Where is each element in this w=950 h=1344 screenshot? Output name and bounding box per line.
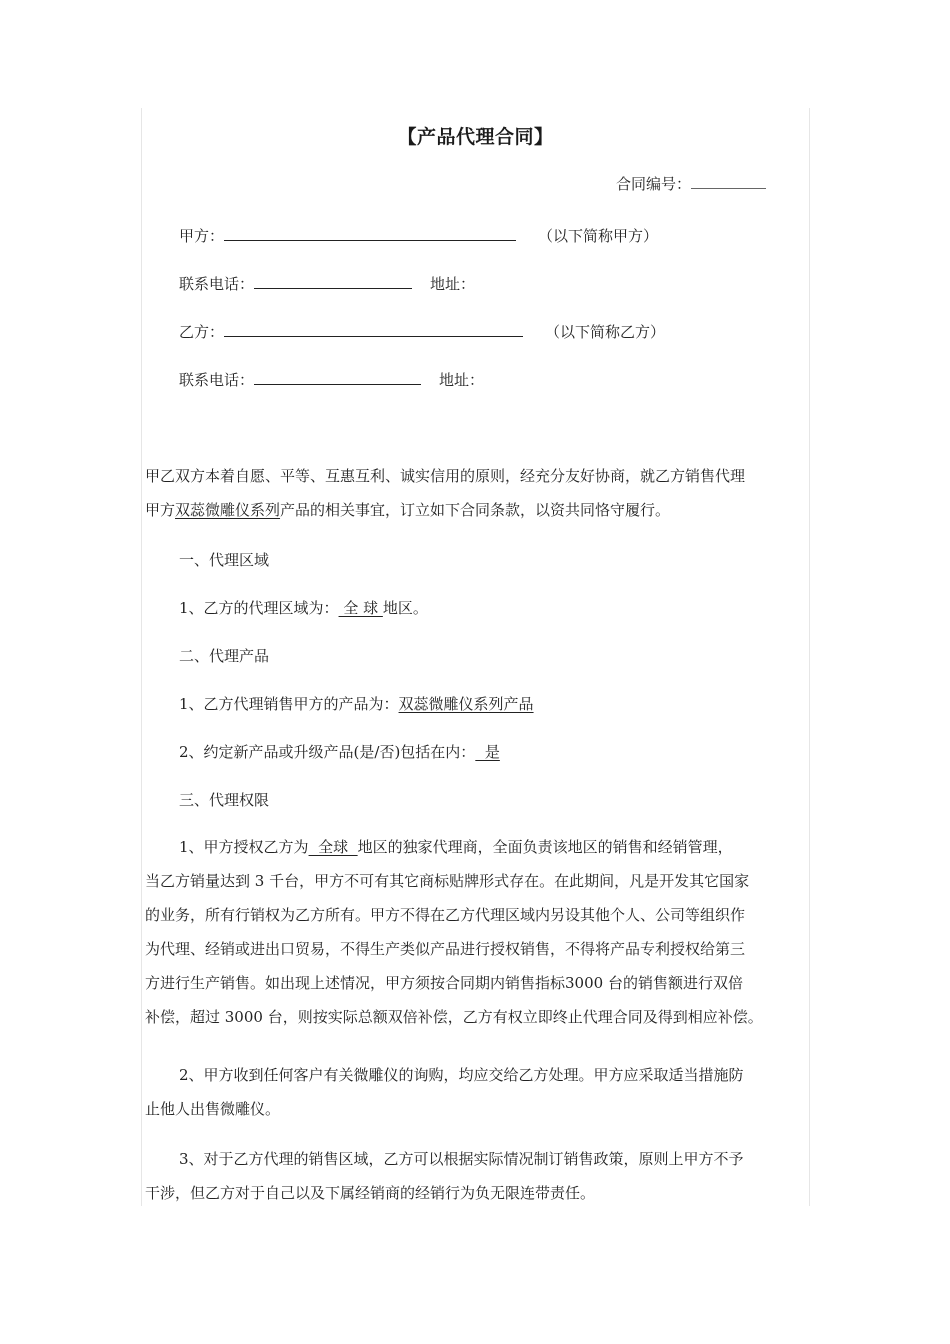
party-b-label: 乙方： — [179, 323, 225, 341]
section-3-heading: 三、代理权限 — [179, 791, 270, 809]
intro-prefix: 甲方 — [145, 501, 176, 519]
clause-1-line-4: 为代理、经销或进出口贸易，不得生产类似产品进行授权销售，不得将产品专利授权给第三 — [145, 940, 746, 958]
intro-line-2 — [145, 498, 670, 522]
party-b-note: （以下简称乙方） — [545, 323, 666, 341]
new-product-label: 2、约定新产品或升级产品(是/否)包括在内： — [179, 743, 476, 761]
party-a-note: （以下简称甲方） — [538, 227, 659, 245]
party-a-label: 甲方： — [179, 227, 225, 245]
section-1-item-1 — [179, 596, 428, 620]
party-a-row — [179, 224, 658, 248]
contract-number-row — [616, 172, 766, 196]
new-product-value: 是 — [475, 743, 500, 761]
party-b-name-blank[interactable] — [224, 320, 523, 337]
contract-number-blank[interactable] — [691, 172, 766, 189]
section-1-heading: 一、代理区域 — [179, 551, 270, 569]
section-2-heading: 二、代理产品 — [179, 647, 270, 665]
clause-1-line-2: 当乙方销量达到 3 千台，甲方不可有其它商标贴牌形式存在。在此期间，凡是开发其它国家 — [145, 872, 750, 890]
clause-1-line-1 — [179, 835, 733, 859]
agency-region-value: 全 球 — [338, 599, 383, 617]
party-a-address-label: 地址： — [430, 275, 476, 293]
clause-3-line-1: 3、对于乙方代理的销售区域，乙方可以根据实际情况制订销售政策，原则上甲方不予 — [179, 1150, 744, 1168]
clause-1-prefix: 1、甲方授权乙方为 — [179, 838, 309, 856]
agency-region-suffix: 地区。 — [382, 599, 428, 617]
party-b-phone-label: 联系电话： — [179, 371, 255, 389]
section-2-item-2 — [179, 740, 500, 764]
product-value: 双蕊微雕仪系列产品 — [398, 695, 534, 713]
party-a-phone-blank[interactable] — [254, 272, 412, 289]
contract-number-label: 合同编号： — [616, 175, 692, 193]
clause-1-line-6: 补偿，超过 3000 台，则按实际总额双倍补偿，乙方有权立即终止代理合同及得到相应补偿。 — [145, 1008, 763, 1026]
product-label: 1、乙方代理销售甲方的产品为： — [179, 695, 399, 713]
party-b-contact-row — [179, 368, 484, 392]
product-series-name: 双蕊微雕仪系列 — [175, 501, 281, 519]
party-b-address-label: 地址： — [439, 371, 485, 389]
intro-suffix: 产品的相关事宜，订立如下合同条款，以资共同恪守履行。 — [280, 501, 671, 519]
document-page — [141, 108, 810, 1206]
clause-2-line-2: 止他人出售微雕仪。 — [145, 1100, 281, 1118]
intro-line-1: 甲乙双方本着自愿、平等、互惠互利、诚实信用的原则，经充分友好协商，就乙方销售代理 — [145, 467, 746, 485]
clause-2-line-1: 2、甲方收到任何客户有关微雕仪的询购，均应交给乙方处理。甲方应采取适当措施防 — [179, 1066, 744, 1084]
party-a-phone-label: 联系电话： — [179, 275, 255, 293]
clause-3-line-2: 干涉，但乙方对于自己以及下属经销商的经销行为负无限连带责任。 — [145, 1184, 596, 1202]
party-a-name-blank[interactable] — [224, 224, 516, 241]
clause-1-line-3: 的业务，所有行销权为乙方所有。甲方不得在乙方代理区域内另设其他个人、公司等组织作 — [145, 906, 746, 924]
clause-1-line-5: 方进行生产销售。如出现上述情况，甲方须按合同期内销售指标3000 台的销售额进行双倍 — [145, 974, 743, 992]
clause-1-rest: 地区的独家代理商，全面负责该地区的销售和经销管理， — [357, 838, 733, 856]
party-b-phone-blank[interactable] — [254, 368, 421, 385]
document-title: 【产品代理合同】 — [397, 126, 554, 148]
party-b-row — [179, 320, 665, 344]
party-a-contact-row — [179, 272, 475, 296]
agency-region-label: 1、乙方的代理区域为： — [179, 599, 339, 617]
exclusive-region-value: 全球 — [308, 838, 358, 856]
section-2-item-1 — [179, 692, 534, 716]
